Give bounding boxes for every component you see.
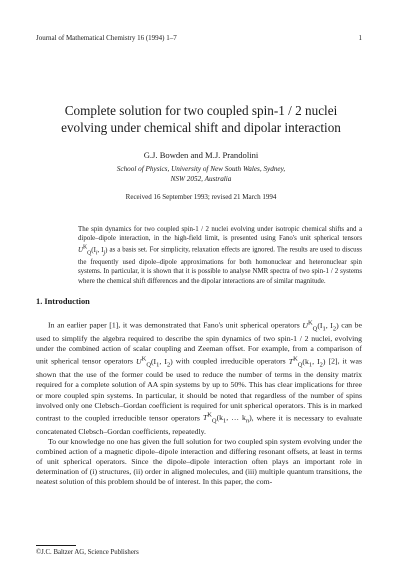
paragraph-1: In an earlier paper [1], it was demonstrated that Fano's unit spherical operators $U^K_Q(I_1$, $I_2$) can be used to simplify the algebra required to describe the spin dynamics of two spin-1 / 2 nuclei, evolving under the combined action of scalar coupling and Zeeman offset. For example, from a comparison of unit spherical tensor operators $U^K_Q(I_1$, $I_2$) with coupled irreducible operators $T^K_Q(k_1$, $I_2$) [2], it was shown that the use of the former could be used to reduce the number of terms in the density matrix required for a complete solution of AA spin systems by up to 50%. This has clear implications for three or more coupled spin systems. In particular, it should be noted that regardless of the number of spins involved only one Clebsch–Gordan coefficient is required for unit spherical operators. This is in marked contrast to the coupled irreducible tensor operators $T^K_Q(k_1$, … $k_n$), where it is necessary to evaluate concatenated Clebsch–Gordan coefficients, repeatedly. [36, 319, 363, 436]
body-text [36, 318, 362, 487]
math-U-12-b: $U^K_Q(I_1$, $I_2$) [136, 355, 173, 369]
section-heading-introduction: 1. Introduction [36, 297, 90, 306]
affiliation [60, 165, 342, 184]
journal-citation: Journal of Mathematical Chemistry 16 (1994) 1–7 [36, 34, 177, 42]
abstract-text-1: The spin dynamics for two coupled spin-1 / 2 nuclei evolving under isotropic chemical shifts and a dipole–dipole interaction, in the high-field limit, is presented using Fano's unit spherical tensors [78, 226, 362, 243]
affiliation-line-2: NSW 2052, Australia [170, 174, 232, 183]
page-number: 1 [358, 34, 362, 42]
math-T-kn: $T^K_Q(k_1$, … $k_n$) [202, 411, 252, 425]
running-head [36, 34, 362, 42]
received-dates: Received 16 September 1993; revised 21 March 1994 [125, 193, 277, 201]
footnote-rule [36, 545, 76, 546]
math-T-k12: $T^K_Q(k_1$, $I_2$) [288, 355, 326, 369]
abstract [78, 225, 362, 286]
title-line-2: evolving under chemical shift and dipolar interaction [61, 120, 341, 135]
author-list: G.J. Bowden and M.J. Prandolini [143, 150, 259, 160]
paragraph-2: To our knowledge no one has given the full solution for two coupled spin system evolving under the combined action of a magnetic dipole–dipole interaction and differing resonant offsets, at least in terms of unit spherical operators. Since the dipole–dipole interaction often plays an important role in determination of (i) structures, (ii) order in aligned molecules, and (iii) multiple quantum transitions, the neatest solution of this problem should be of interest. In this paper, the com- [36, 436, 362, 487]
abstract-text-2: as a basis set. For simplicity, relaxation effects are ignored. The results are used to discuss the frequently used dipole–dipole approximations for both homonuclear and heteronuclear spin systems. In particular, it is shown that it is possible to analyse NMR spectra of two spin-1 / 2 systems where the chemical shift differences and the dipolar interactions are of similar magnitude. [78, 246, 362, 285]
paper-title [30, 102, 372, 136]
copyright-footer: ©J.C. Baltzer AG, Science Publishers [36, 549, 139, 556]
math-U-12: $U^K_Q(I_1$, $I_2$) [302, 319, 339, 333]
affiliation-line-1: School of Physics, University of New South Wales, Sydney, [116, 165, 286, 173]
title-line-1: Complete solution for two coupled spin-1 / 2 nuclei [64, 103, 338, 118]
math-U-ij: $U^K_Q(I_i$, $I_j$) [78, 244, 108, 257]
